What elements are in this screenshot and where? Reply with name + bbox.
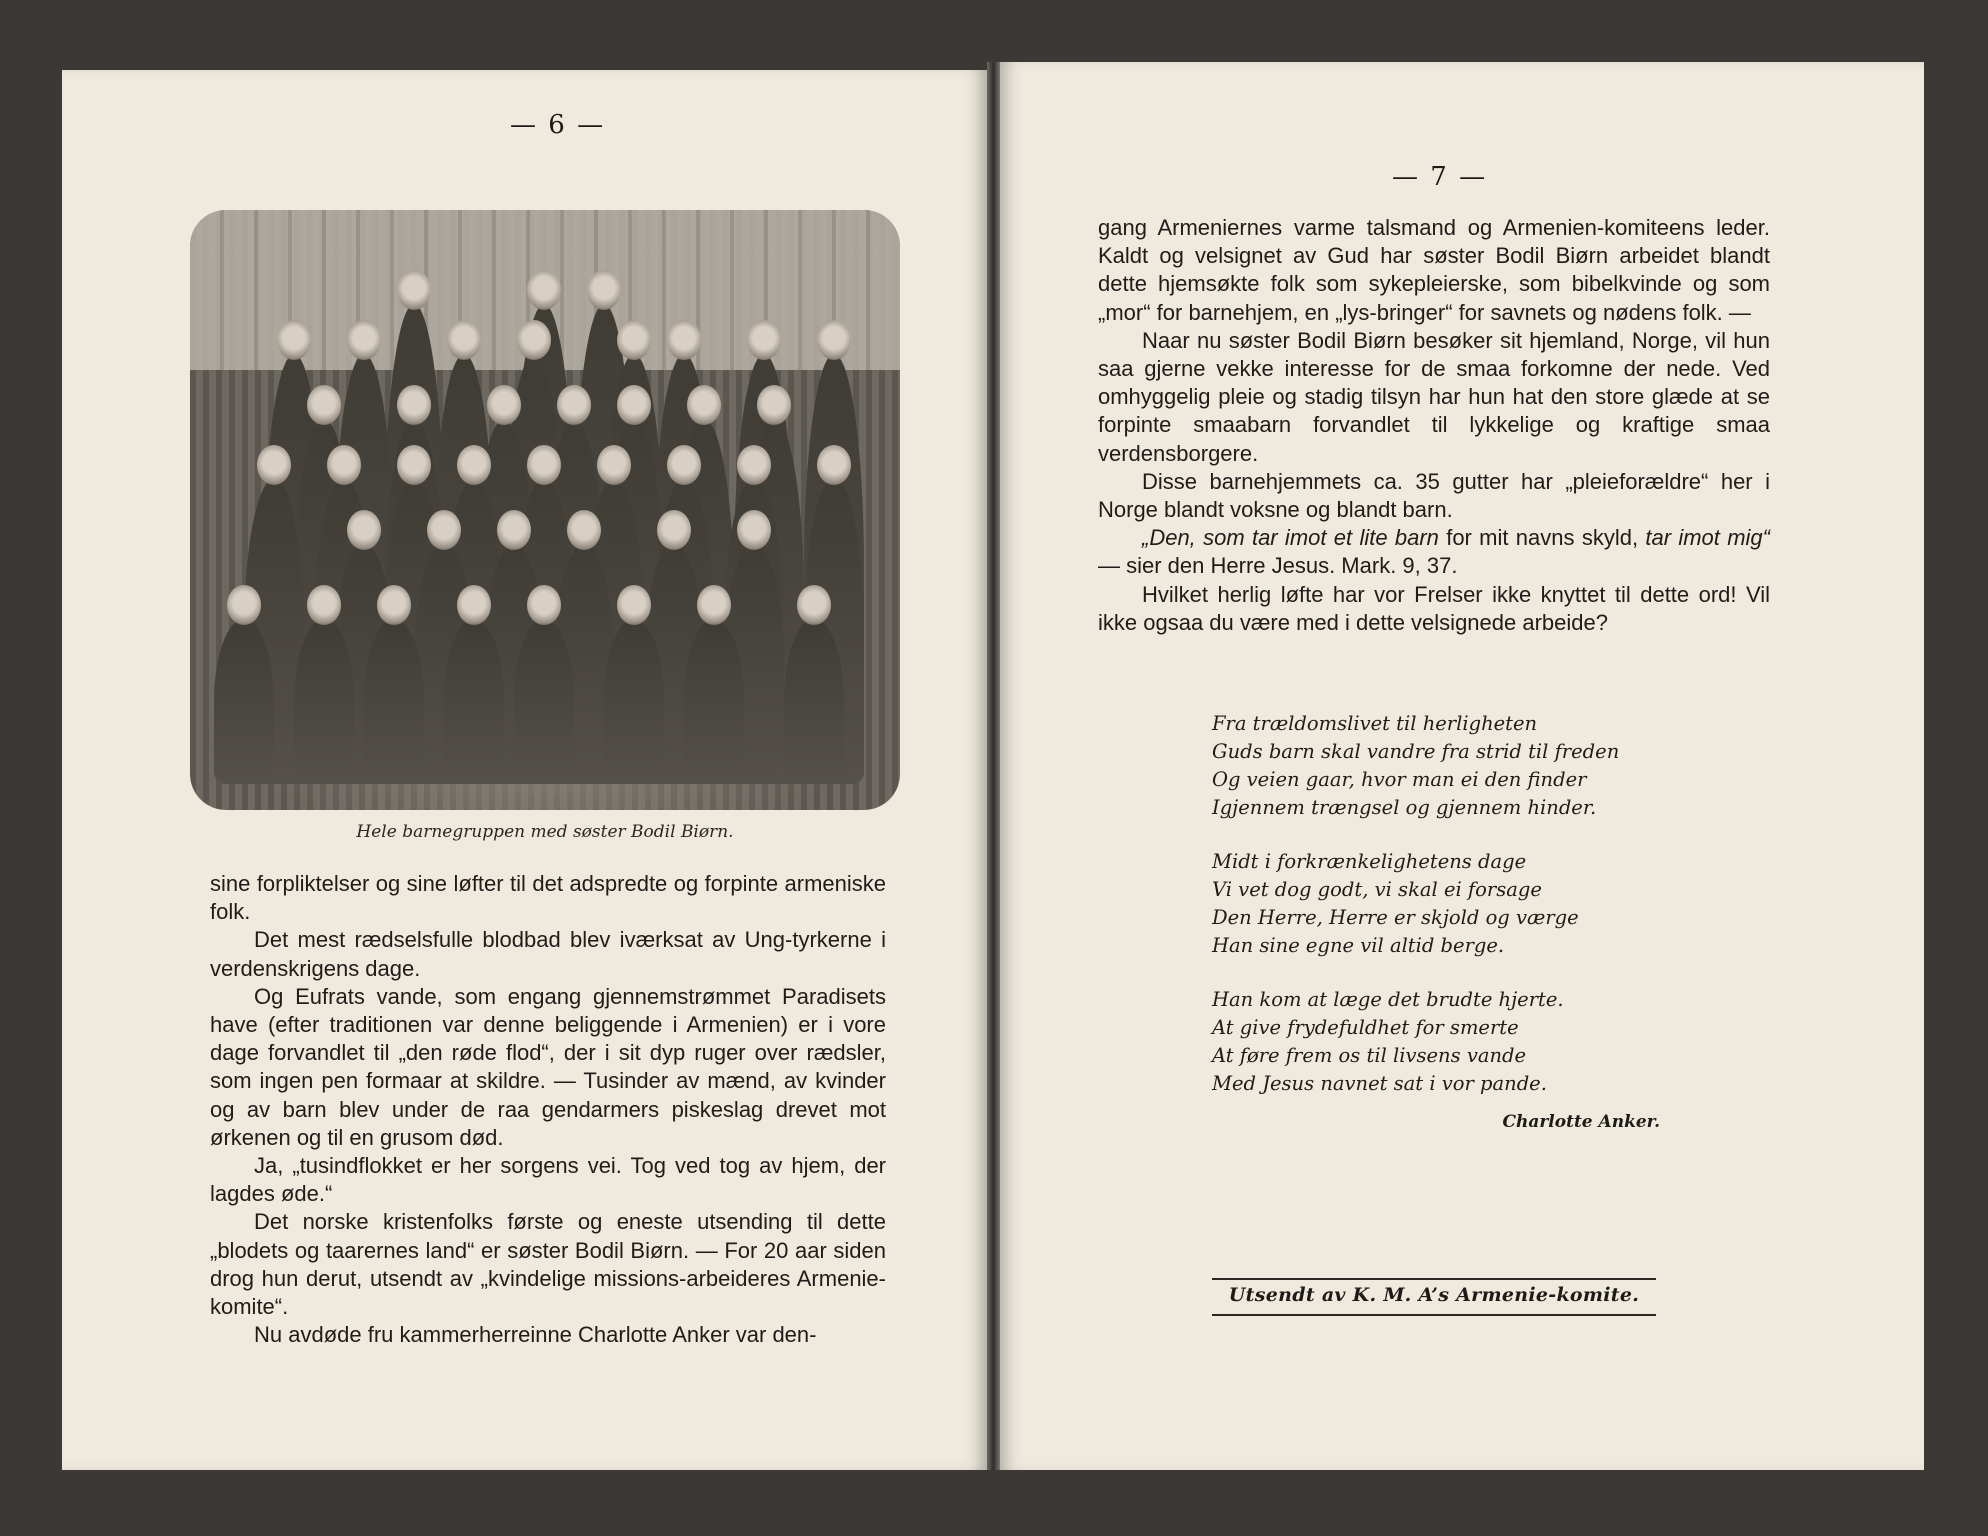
child-head: [497, 510, 531, 550]
child-head: [567, 510, 601, 550]
poem-line: Han kom at læge det brudte hjerte.: [1212, 988, 1564, 1011]
left-paragraph: Ja, „tusindflokket er her sorgens vei. Tog ved tog av hjem, der lagdes øde.“: [210, 1153, 886, 1207]
left-paragraph: Nu avdøde fru kammerherreinne Charlotte Anker var den-: [254, 1322, 817, 1348]
child-head: [397, 385, 431, 425]
child-head: [457, 585, 491, 625]
right-paragraph: Hvilket herlig løfte har vor Frelser ikke knyttet til dette ord! Vil ikke ogsaa du være med i dette velsignede arbeide?: [1098, 581, 1770, 635]
child-head: [587, 270, 621, 310]
quote-attribution: — sier den Herre Jesus. Mark. 9, 37.: [1098, 553, 1458, 579]
child-head: [617, 585, 651, 625]
child-head: [347, 510, 381, 550]
child-head: [747, 320, 781, 360]
page-number-left: — 6 —: [510, 110, 606, 140]
right-page: [1000, 62, 1924, 1470]
child-figure: [514, 619, 574, 784]
publisher-bottom-rule: [1212, 1314, 1656, 1316]
poem-line: Fra trældomslivet til herligheten: [1212, 712, 1538, 735]
poem-line: Vi vet dog godt, vi skal ei forsage: [1212, 878, 1542, 901]
group-photo: [190, 210, 900, 810]
poem-line: At give frydefuldhet for smerte: [1212, 1016, 1519, 1039]
poem-stanza: [1212, 710, 1732, 822]
child-head: [617, 320, 651, 360]
quote-middle: for mit navns skyld,: [1438, 525, 1646, 551]
child-head: [327, 445, 361, 485]
left-paragraph: Det norske kristenfolks første og eneste utsending til dette „blodets og taarernes land“ er søster Bodil Biørn. — For 20 aar siden drog hun derut, utsendt av „kvindelige missions-arbeideres Armenie-komite“.: [210, 1209, 886, 1320]
quote-part-1: „Den, som tar imot et lite barn: [1142, 525, 1439, 551]
child-head: [527, 270, 561, 310]
right-paragraph: Naar nu søster Bodil Biørn besøker sit hjemland, Norge, vil hun saa gjerne vekke interesse for de smaa forkomne der nede. Ved omhyggelig pleie og stadig tilsyn har hun hat den store glæde at se forpinte smaabarn forvandlet til lykkelige og kraftige smaa verdensborgere.: [1098, 327, 1770, 466]
left-body-text: [210, 870, 886, 1349]
child-head: [277, 320, 311, 360]
poem-stanza: [1212, 848, 1732, 960]
page-number-right: — 7 —: [1392, 162, 1488, 192]
child-head: [397, 270, 431, 310]
poem-line: Guds barn skal vandre fra strid til freden: [1212, 740, 1620, 763]
child-head: [737, 445, 771, 485]
poem-stanza: [1212, 986, 1732, 1098]
child-head: [427, 510, 461, 550]
child-head: [457, 445, 491, 485]
child-head: [657, 510, 691, 550]
photo-caption: Hele barnegruppen med søster Bodil Biørn.: [356, 822, 734, 842]
child-head: [687, 385, 721, 425]
child-head: [817, 320, 851, 360]
scripture-quote-paragraph: [1098, 524, 1770, 580]
child-figure: [604, 619, 664, 784]
poem-line: Han sine egne vil altid berge.: [1212, 934, 1505, 957]
child-head: [307, 385, 341, 425]
publisher-line: Utsendt av K. M. A’s Armenie-komite.: [1228, 1284, 1640, 1306]
publisher-top-rule: [1212, 1278, 1656, 1280]
quote-part-2: tar imot mig“: [1645, 525, 1770, 551]
poem-line: Med Jesus navnet sat i vor pande.: [1212, 1072, 1547, 1095]
child-head: [617, 385, 651, 425]
child-head: [227, 585, 261, 625]
child-head: [737, 510, 771, 550]
child-figure: [444, 619, 504, 784]
child-head: [667, 320, 701, 360]
child-figure: [294, 619, 354, 784]
poem-line: Og veien gaar, hvor man ei den finder: [1212, 768, 1587, 791]
right-body-text: [1098, 214, 1770, 637]
child-head: [377, 585, 411, 625]
poem-line: Midt i forkrænkelighetens dage: [1212, 850, 1527, 873]
poem-line: At føre frem os til livsens vande: [1212, 1044, 1527, 1067]
poem: [1212, 710, 1732, 1124]
left-paragraph: Og Eufrats vande, som engang gjennemstrømmet Paradisets have (efter traditionen var denne beliggende i Armenien) er i vore dage forvandlet til „den røde flod“, der i sit dyp ruger over rædsler, som ingen pen formaar at skildre. — Tusinder av mænd, av kvinder og av barn blev under de raa gendarmers piskeslag drevet mot ørkenen og til en grusom død.: [210, 983, 886, 1150]
child-head: [517, 320, 551, 360]
child-head: [527, 445, 561, 485]
left-paragraph: sine forpliktelser og sine løfter til det adspredte og forpinte armeniske folk.: [210, 871, 886, 925]
child-head: [347, 320, 381, 360]
child-head: [597, 445, 631, 485]
child-head: [307, 585, 341, 625]
poem-line: Den Herre, Herre er skjold og værge: [1212, 906, 1579, 929]
poem-author: Charlotte Anker.: [1502, 1112, 1660, 1132]
child-head: [797, 585, 831, 625]
child-figure: [214, 619, 274, 784]
right-paragraph: gang Armeniernes varme talsmand og Armenien-komiteens leder. Kaldt og velsignet av Gud har søster Bodil Biørn arbeidet blandt dette hjemsøkte folk som sykepleierske, som bibelkvinde og som „mor“ for barnehjem, en „lys-bringer“ for savnets og nødens folk. —: [1098, 215, 1770, 325]
poem-line: Igjennem trængsel og gjennem hinder.: [1212, 796, 1597, 819]
child-head: [257, 445, 291, 485]
child-figure: [784, 619, 844, 784]
child-head: [487, 385, 521, 425]
child-head: [527, 585, 561, 625]
child-head: [557, 385, 591, 425]
child-head: [757, 385, 791, 425]
child-head: [817, 445, 851, 485]
left-paragraph: Det mest rædselsfulle blodbad blev iværksat av Ung-tyrkerne i verdenskrigens dage.: [210, 927, 886, 981]
right-paragraph: Disse barnehjemmets ca. 35 gutter har „pleieforældre“ her i Norge blandt voksne og blandt barn.: [1098, 468, 1770, 523]
child-figure: [684, 619, 744, 784]
child-figure: [364, 619, 424, 784]
child-head: [667, 445, 701, 485]
left-page: [62, 70, 987, 1470]
child-head: [697, 585, 731, 625]
child-head: [447, 320, 481, 360]
book-gutter: [987, 62, 1000, 1470]
child-head: [397, 445, 431, 485]
